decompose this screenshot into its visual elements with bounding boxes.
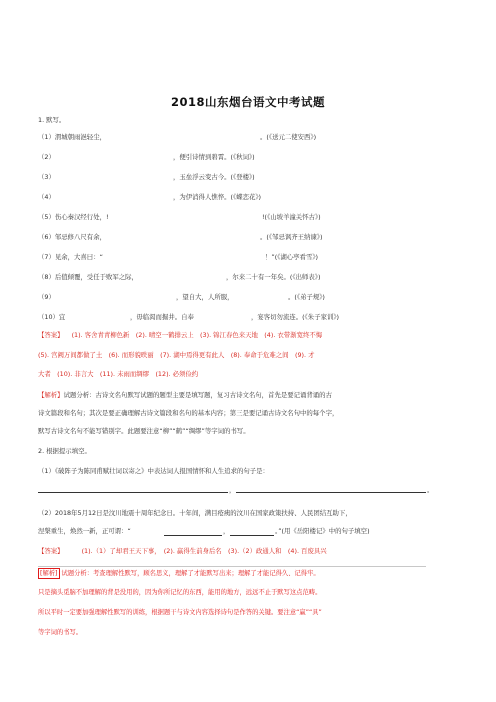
annotation-line: 所以平时一定要加强理解性默写的训练，根据题干与诗文内容选择诗句是作答的关键。要注意“赢”“具” (38, 609, 322, 616)
item-text: ，便引诗情到碧霄。(《秋词》) (173, 153, 255, 161)
item-text: 邹忌修八尺有余， (54, 233, 106, 241)
item-text: 。(《邹忌讽齐王纳谏》) (260, 233, 323, 241)
blank-line (236, 492, 426, 493)
analysis-line: 试题分析：古诗文名句默写试题的题型主要是填写题，复习古诗文名句，首先是要记诵背诵的古 (63, 391, 332, 399)
annotation-tag: [解析] (40, 570, 58, 577)
item-text: ，望自大，人所服， (176, 293, 234, 301)
item-1 (38, 133, 317, 142)
answer-label: 【答案】 (38, 547, 64, 555)
separator-comma: ， (229, 486, 236, 494)
answer-line: (1).（1）了却君王天下事， (2). 赢得生前身后名 (3).（2）政通人和 (4). 百废具兴 (81, 547, 327, 555)
answer-line: (1). 客舍青青柳色新 (2). 晴空一鹤排云上 (3). 锦江春色来天地 (4). 衣带渐宽终不悔 (71, 331, 323, 339)
item-text: 。(《送元二使安西》) (260, 133, 317, 141)
item-text: ，宴客切勿流连。(《朱子家训》) (251, 313, 340, 321)
analysis-line: 默写古诗文名句不能写错别字。此题要注意“柳”“鹤”“绸缪”等字词的书写。 (38, 427, 250, 435)
separator-period: 。 (427, 486, 434, 494)
item-number: （8） (38, 273, 55, 281)
item-text: 后值倾覆，受任于败军之际， (54, 273, 138, 281)
item-3 (38, 173, 255, 182)
annotation-text: 试题分析：考查理解性默写，顾名思义，理解了才能默写出来；理解了才能记得久、记得牢。 (61, 570, 320, 577)
item-number: （2） (38, 153, 55, 161)
item-text: ，尔来二十有一年矣。(《出师表》) (226, 273, 321, 281)
item-7 (38, 253, 319, 262)
item-number: （9） (38, 293, 55, 301)
section2-heading: 2. 根据提示填空。 (38, 447, 91, 455)
item-8 (38, 273, 321, 282)
item-text: 。(《弟子规》) (288, 293, 325, 301)
item-number: （7） (38, 253, 55, 261)
item-number: （10） (38, 313, 59, 321)
blank-line (38, 492, 228, 493)
item-6 (38, 233, 323, 242)
answer-label: 【答案】 (38, 331, 64, 339)
question-2-2-line2 (38, 527, 370, 536)
analysis-label: 【解析】 (38, 391, 64, 399)
item-number: （5） (38, 213, 55, 221)
item-text: 渭城朝雨浥轻尘， (54, 133, 106, 141)
item-5 (38, 213, 321, 222)
item-text: !(《山坡羊潼关怀古》) (262, 213, 321, 221)
annotation-box (38, 566, 426, 653)
analysis-line: 诗文篇段和名句；其次是要正确理解古诗文篇段和名句的基本内容；第三是要记诵古诗文名句中的每个字， (38, 409, 339, 417)
answer-line: (5). 宫阙万间都做了土 (6). 而形貌昳丽 (7). 湖中焉得更有此人 (8). 奉命于危难之间 (9). 才 (38, 351, 315, 359)
question-text: 涅槃重生，焕然一新，正可谓：“ (38, 527, 131, 535)
blank-line (164, 535, 222, 536)
annotation-line (38, 568, 320, 579)
item-text: ，玉垒浮云变古今。(《登楼》) (173, 173, 255, 181)
item-number: （1） (38, 133, 55, 141)
item-number: （6） (38, 233, 55, 241)
item-text: 宜 (58, 313, 66, 321)
item-text: 伤心秦汉经行处，! (54, 213, 109, 221)
answer-block (38, 331, 322, 340)
annotation-line: 只是摘头觅脑不加理解的背是没用的，因为你所记忆的东西，能用的地方，远远不止于默写这点范畴。 (38, 589, 322, 596)
item-2 (38, 153, 255, 162)
annotation-line: 等字词的书写。 (38, 629, 83, 636)
item-text: ，为伊消得人憔悴。(《蝶恋花》) (173, 193, 262, 201)
item-9 (38, 293, 325, 302)
blank-line (230, 535, 274, 536)
section1-heading: 1. 默写。 (38, 116, 66, 124)
analysis-block (38, 391, 332, 400)
question-2-1: （1）《破阵子为陈同甫赋壮词以寄之》中表达词人报国情怀和人生追求的句子是： (38, 467, 269, 475)
item-text: 见余，大喜曰：“ (54, 253, 103, 261)
page-title: 2018山东烟台语文中考试题 (170, 95, 325, 109)
answer-block-2 (38, 547, 327, 556)
answer-line: 大者 (10). 非言大 (11). 未雨而绸缪 (12). 必须俭约 (38, 370, 199, 378)
question-text: 。”(用《岳阳楼记》中的句子填空) (275, 527, 370, 535)
item-4 (38, 193, 262, 202)
question-2-2: （2）2018年5月12日是汶川地震十周年纪念日。十年间，满目疮痍的汶川在国家政策扶持、人民团结互助下， (38, 509, 352, 517)
item-text: ，毋临渴而掘井。自奉 (130, 313, 194, 321)
question-text: ， (223, 527, 230, 535)
item-number: （3） (38, 173, 55, 181)
item-number: （4） (38, 193, 55, 201)
item-10 (38, 313, 340, 322)
item-text: ！”(《湖心亭看雪》) (265, 253, 319, 261)
